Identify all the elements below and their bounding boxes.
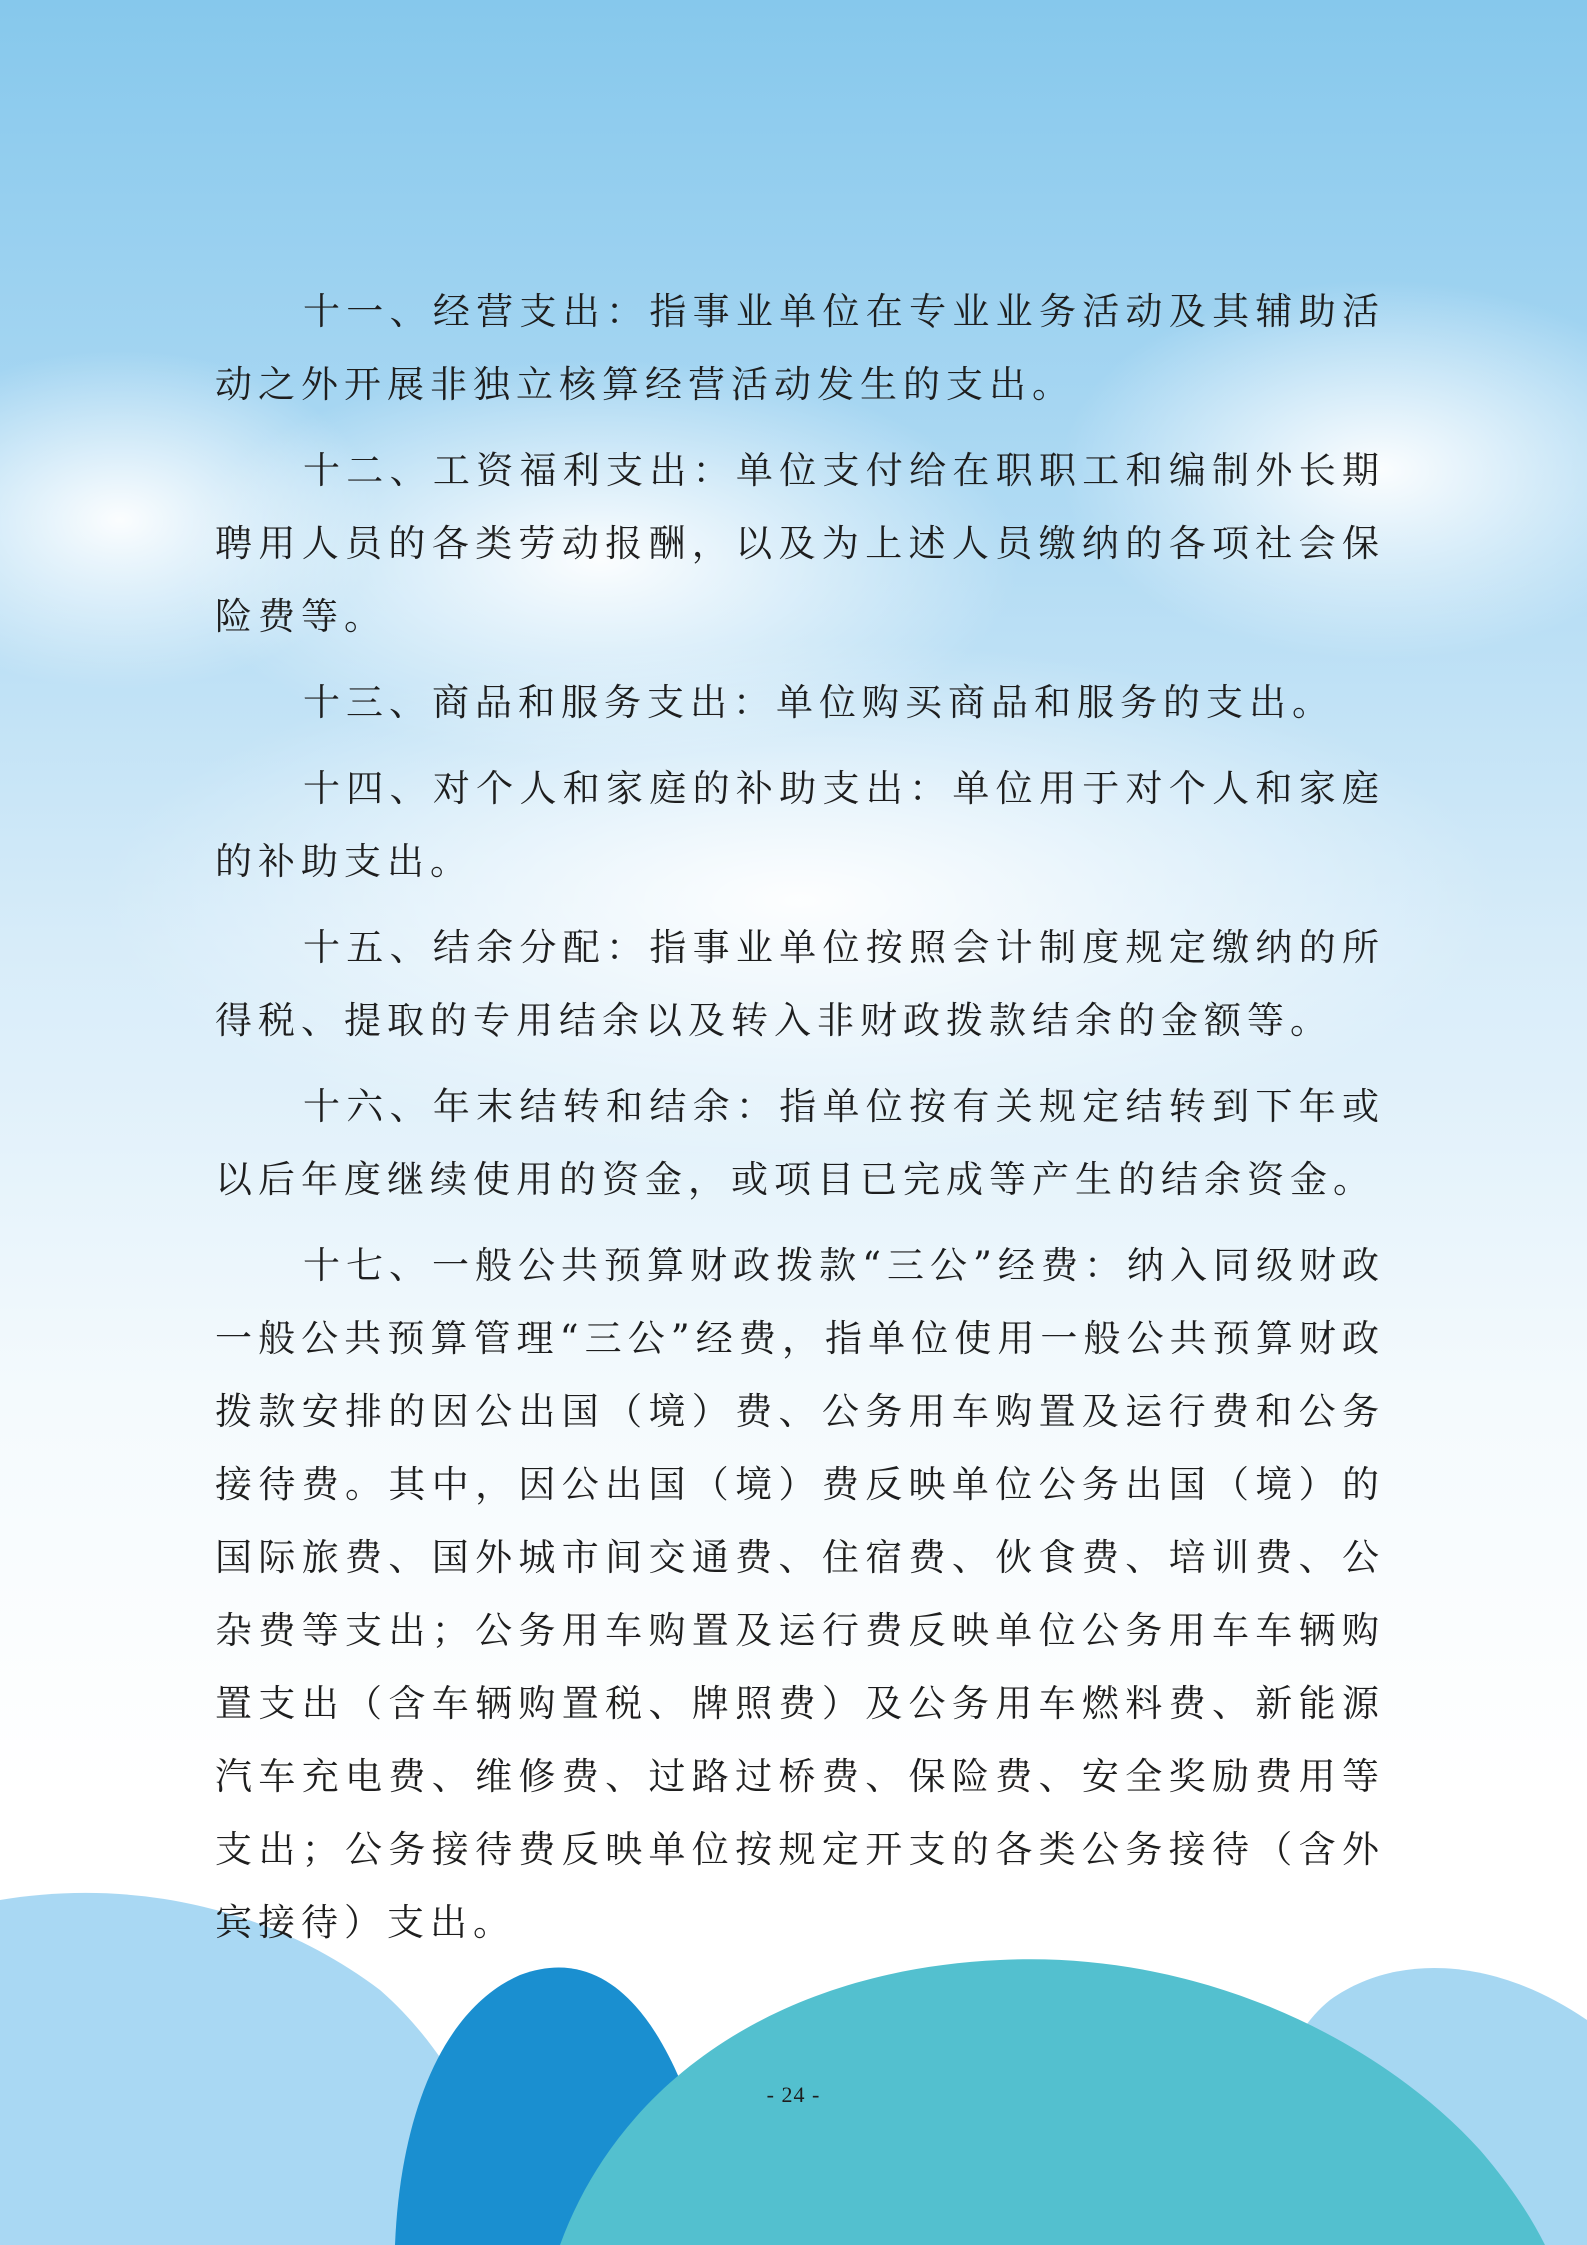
paragraph-goods-services: 十三、商品和服务支出：单位购买商品和服务的支出。 [303, 681, 1335, 724]
paragraph-three-public-expenses: 十七、一般公共预算财政拨款“三公”经费：纳入同级财政一般公共预算管理“三公”经费，指单位使用一般公共预算财政拨款安排的因公出国（境）费、公务用车购置及运行费和公务接待费。其中，因公出国（境）费反映单位公务出国（境）的国际旅费、国外城市间交通费、住宿费、伙食费、培训费、公杂费等支出；公务用车购置及运行费反映单位公务用车车辆购置支出（含车辆购置税、牌照费）及公务用车燃料费、新能源汽车充电费、维修费、过路过桥费、保险费、安全奖励费用等支出；公务接待费反映单位按规定开支的各类公务接待（含外宾接待）支出。 [215, 1244, 1385, 1944]
page-number: - 24 - [766, 2082, 821, 2107]
paragraph-salary-welfare: 十二、工资福利支出：单位支付给在职职工和编制外长期聘用人员的各类劳动报酬，以及为上述人员缴纳的各项社会保险费等。 [215, 449, 1385, 638]
body-text [215, 275, 1385, 1959]
paragraph-operating-expense: 十一、经营支出：指事业单位在专业业务活动及其辅助活动之外开展非独立核算经营活动发生的支出。 [215, 290, 1385, 406]
paragraph-year-end-balance: 十六、年末结转和结余：指单位按有关规定结转到下年或以后年度继续使用的资金，或项目已完成等产生的结余资金。 [215, 1085, 1385, 1201]
paragraph-subsidy: 十四、对个人和家庭的补助支出：单位用于对个人和家庭的补助支出。 [215, 767, 1385, 883]
paragraph-surplus-distribution: 十五、结余分配：指事业单位按照会计制度规定缴纳的所得税、提取的专用结余以及转入非财政拨款结余的金额等。 [215, 926, 1385, 1042]
